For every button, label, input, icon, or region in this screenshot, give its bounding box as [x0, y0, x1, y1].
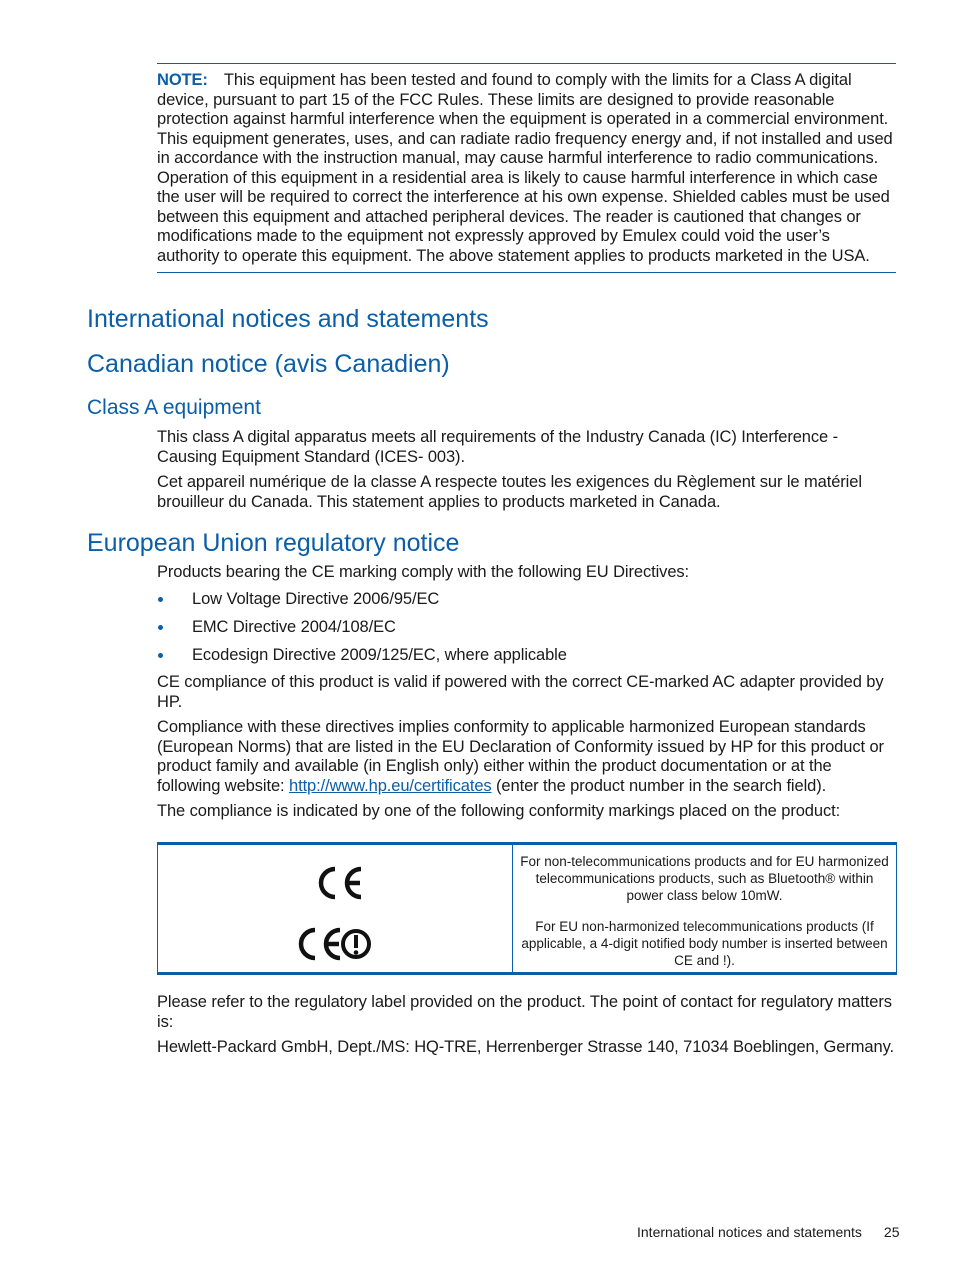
list-item: EMC Directive 2004/108/EC — [157, 616, 897, 644]
certificates-link[interactable]: http://www.hp.eu/certificates — [289, 776, 492, 795]
note-text: This equipment has been tested and found to comply with the limits for a Class A digital device, pursuant to part 15 of the FCC Rules. These limits are designed to provide reasonable protection against harmful interference when the equipment is operated in a commercial environment. This equipment generates, uses, and can radiate radio frequency energy and, if not installed and used in accordance with the instruction manual, may cause harmful interference to radio communications. Operation of this equipment in a residential area is likely to cause harmful interference in which case the user will be required to correct the interference at his own expense. Shielded cables must be used between this equipment and attached peripheral devices. The reader is cautioned that changes or modifications made to the equipment not expressly approved by Emulex could void the user’s authority to operate this equipment. The above statement applies to products marketed in the USA. — [157, 71, 893, 265]
ce-alert-mark-icon — [295, 923, 371, 965]
marking-description-2: For EU non-harmonized telecommunications products (If applicable, a 4-digit notified body number is inserted between CE and !). — [521, 919, 888, 968]
conformity-markings-table — [157, 842, 897, 975]
markings-description-cell — [513, 845, 896, 972]
eu-markings-intro-paragraph: The compliance is indicated by one of the following conformity markings placed on the product: — [157, 802, 841, 820]
heading-international-notices: International notices and statements — [87, 305, 489, 333]
regulatory-contact-paragraph: Please refer to the regulatory label provided on the product. The point of contact for regulatory matters is: — [157, 993, 892, 1031]
ce-mark-icon — [313, 863, 367, 903]
eu-intro-paragraph: Products bearing the CE marking comply with the following EU Directives: — [157, 563, 690, 581]
heading-canadian-notice: Canadian notice (avis Canadien) — [87, 350, 450, 378]
eu-adapter-paragraph: CE compliance of this product is valid if powered with the correct CE-marked AC adapter provided by HP. — [157, 673, 884, 711]
list-item: Low Voltage Directive 2006/95/EC — [157, 588, 897, 616]
fcc-note-box — [157, 63, 896, 273]
markings-cell — [158, 845, 513, 972]
marking-description-1: For non-telecommunications products and for EU harmonized telecommunications products, such as Bluetooth® within power class below 10mW. — [520, 854, 889, 903]
bullet-icon — [158, 653, 163, 658]
heading-class-a-equipment: Class A equipment — [87, 396, 261, 419]
list-item: Ecodesign Directive 2009/125/EC, where applicable — [157, 644, 897, 672]
bullet-icon — [158, 597, 163, 602]
fcc-note-paragraph — [157, 71, 896, 266]
page-number: 25 — [883, 1224, 900, 1240]
eu-compliance-paragraph: Compliance with these directives implies conformity to applicable harmonized European standards (European Norms) that are listed in the EU Declaration of Conformity issued by HP for this product or product family and available (in English only) either within the product documentation or at the following website: http://www.hp.eu/certificates (enter the product number in the search field). — [157, 718, 884, 795]
bullet-icon — [158, 625, 163, 630]
contact-address-paragraph: Hewlett-Packard GmbH, Dept./MS: HQ-TRE, Herrenberger Strasse 140, 71034 Boeblingen, Germany. — [157, 1038, 894, 1056]
canada-french-paragraph: Cet appareil numérique de la classe A respecte toutes les exigences du Règlement sur le matériel brouilleur du Canada. This statement applies to products marketed in Canada. — [157, 473, 862, 511]
eu-directives-list — [157, 588, 897, 672]
note-label: NOTE: — [157, 71, 208, 89]
canada-english-paragraph: This class A digital apparatus meets all requirements of the Industry Canada (IC) Interference - Causing Equipment Standard (ICES- 003). — [157, 428, 838, 466]
footer-section-title: International notices and statements — [637, 1224, 862, 1240]
page-footer — [637, 1223, 900, 1241]
heading-eu-regulatory-notice: European Union regulatory notice — [87, 529, 460, 557]
